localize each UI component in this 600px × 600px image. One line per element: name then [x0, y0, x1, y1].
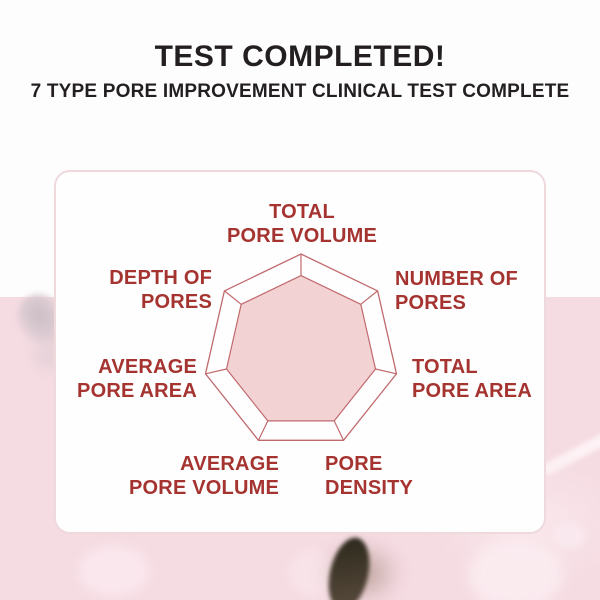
- axis-label-depth-of-pores: [109, 267, 212, 314]
- radar-bevel-line: [334, 421, 343, 440]
- radar-filled-area: [227, 276, 376, 421]
- axis-label-line: DEPTH OF: [109, 267, 212, 289]
- radar-bevel-line: [224, 291, 241, 304]
- axis-label-number-of-pores: [395, 268, 518, 315]
- axis-label-total-pore-volume: [227, 201, 377, 248]
- axis-label-line: TOTAL: [412, 356, 478, 378]
- axis-label-line: PORES: [395, 291, 467, 314]
- page-subtitle: 7 TYPE PORE IMPROVEMENT CLINICAL TEST COMPLETE: [30, 81, 570, 102]
- axis-label-line: NUMBER OF: [395, 268, 518, 290]
- axis-label-line: PORE VOLUME: [129, 476, 279, 499]
- radar-bevel-line: [259, 421, 268, 440]
- axis-label-line: PORES: [140, 290, 212, 313]
- axis-label-line: AVERAGE: [180, 453, 279, 475]
- axis-label-line: PORE AREA: [412, 379, 532, 402]
- axis-label-line: TOTAL: [269, 201, 335, 223]
- radar-bevel-line: [206, 369, 227, 374]
- axis-label-average-pore-volume: [129, 453, 279, 500]
- axis-label-line: PORE VOLUME: [227, 224, 377, 247]
- axis-label-pore-density: [325, 453, 413, 500]
- axis-label-line: DENSITY: [325, 476, 414, 499]
- axis-label-line: PORE AREA: [77, 379, 197, 402]
- axis-label-line: PORE: [325, 453, 383, 475]
- page-title: TEST COMPLETED!: [154, 40, 446, 73]
- axis-label-line: AVERAGE: [98, 356, 197, 378]
- radar-bevel-line: [376, 369, 397, 374]
- axis-label-total-pore-area: [412, 356, 532, 403]
- axis-label-average-pore-area: [77, 356, 197, 403]
- radar-bevel-line: [361, 291, 378, 304]
